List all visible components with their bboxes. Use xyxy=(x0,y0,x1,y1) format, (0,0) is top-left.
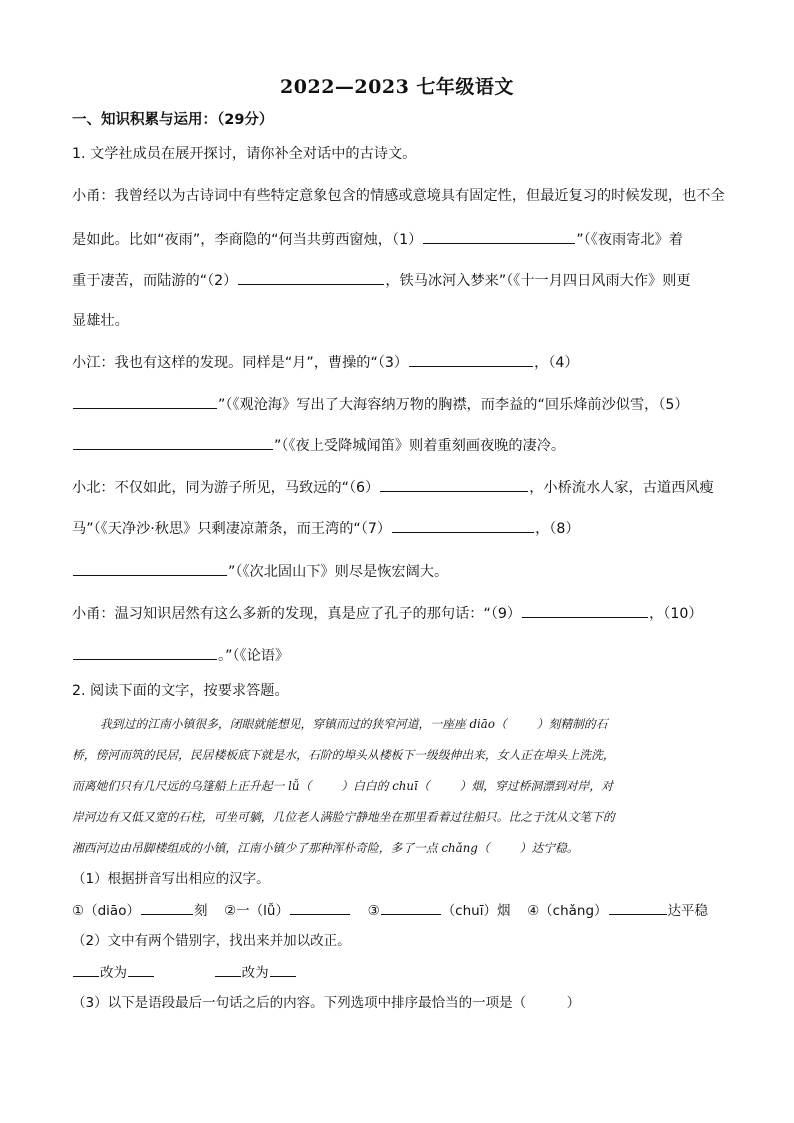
q1-line-6-text: ”（《观沧海》写出了大海容纳万物的胸襟，而李益的“回乐烽前沙似雪，（5） xyxy=(218,397,689,413)
typo-blank-1a[interactable] xyxy=(73,962,99,977)
q1-line-8-text-a: 小北：不仅如此，同为游子所见，马致远的“（6） xyxy=(72,480,380,496)
passage-line-3 xyxy=(72,776,722,796)
q1-line-4: 显雄壮。 xyxy=(72,313,129,329)
q2-sub-3: （3）以下是语段最后一句话之后的内容。下列选项中排序最恰当的一项是（ ） xyxy=(72,995,581,1011)
q1-line-2-text-a: 是如此。比如“夜雨”，李商隐的“何当共剪西窗烛，（1） xyxy=(72,232,423,248)
q1-line-11-text-a: 小甬：温习知识居然有这么多新的发现，真是应了孔子的那句话：“（9） xyxy=(72,606,522,622)
q1-line-3 xyxy=(72,270,691,291)
passage-line-5 xyxy=(72,838,722,858)
passage-line-5-text-b: ）达宁稳。 xyxy=(519,841,579,855)
pinyin-item-3-label: ③ xyxy=(367,903,380,919)
q1-line-6 xyxy=(72,394,689,415)
passage-line-5-text-a: 湘西河边由吊脚楼组成的小镇，江南小镇少了那种浑朴奇险，多了一点 chǎng（ xyxy=(72,841,490,855)
passage-line-3-text-b: ）白白的 chuī（ xyxy=(341,779,430,793)
q1-line-2 xyxy=(72,229,683,250)
q1-line-3-text-a: 重于凄苦，而陆游的“（2） xyxy=(72,273,238,289)
q1-line-11-text-b: ，（10） xyxy=(649,606,703,622)
pinyin-item-1-label: ①（diāo） xyxy=(72,903,140,919)
typo-blank-1b[interactable] xyxy=(128,962,154,977)
q1-intro: 1. 文学社成员在展开探讨，请你补全对话中的古诗文。 xyxy=(72,146,417,162)
typo-1-label: 改为 xyxy=(100,965,127,981)
answer-blank-9[interactable] xyxy=(522,603,648,618)
q1-line-8-text-b: ，小桥流水人家，古道西风瘦 xyxy=(529,480,714,496)
q1-line-2-text-b: ”（《夜雨寄北》着 xyxy=(576,232,683,248)
q1-line-9 xyxy=(72,518,580,539)
q1-line-12 xyxy=(72,645,289,666)
pinyin-blank-3[interactable] xyxy=(381,900,441,915)
answer-blank-3[interactable] xyxy=(409,352,533,367)
q1-line-12-text: 。”（《论语》 xyxy=(218,648,290,664)
q2-sub-1-answers xyxy=(72,900,708,921)
passage-line-3-text-c: ）烟，穿过桥洞漂到对岸，对 xyxy=(459,779,613,793)
passage-line-4: 岸河边有又低又宽的石柱，可坐可躺，几位老人满脸宁静地坐在那里看着过往船只。比之于沈从文笔下的 xyxy=(72,810,615,824)
answer-blank-6[interactable] xyxy=(380,477,528,492)
answer-blank-5[interactable] xyxy=(73,435,273,450)
answer-blank-1[interactable] xyxy=(423,229,575,244)
section-heading: 一、知识积累与运用：（29分） xyxy=(72,112,274,128)
q1-line-8 xyxy=(72,477,714,498)
answer-blank-4[interactable] xyxy=(73,394,217,409)
pinyin-item-3-suffix: （chuī）烟 xyxy=(441,903,511,919)
passage-line-1-text-b: ）刻精制的石 xyxy=(536,717,608,731)
pinyin-item-2-label: ②一（lǚ） xyxy=(224,903,289,919)
q1-line-7-text: ”（《夜上受降城闻笛》则着重刻画夜晚的凄冷。 xyxy=(274,438,566,454)
q1-line-5-text-b: ，（4） xyxy=(534,355,579,371)
pinyin-blank-2[interactable] xyxy=(290,900,350,915)
pinyin-item-4-suffix: 达平稳 xyxy=(667,903,709,919)
typo-2-label: 改为 xyxy=(241,965,269,981)
q1-line-9-text-a: 马”（《天净沙·秋思》只剩凄凉萧条，而王湾的“（7） xyxy=(72,521,392,537)
q1-line-10-text: ”（《次北固山下》则尽是恢宏阔大。 xyxy=(228,564,449,580)
pinyin-blank-1[interactable] xyxy=(141,900,193,915)
q2-sub-2: （2）文中有两个错别字，找出来并加以改正。 xyxy=(72,933,351,949)
q1-line-9-text-b: ，（8） xyxy=(535,521,580,537)
passage-line-1 xyxy=(100,714,750,734)
pinyin-item-4-label: ④（chǎng） xyxy=(527,903,608,919)
typo-blank-2a[interactable] xyxy=(215,962,241,977)
q1-line-1: 小甬：我曾经以为古诗词中有些特定意象包含的情感或意境具有固定性，但最近复习的时候发现，也不全 xyxy=(72,188,725,204)
q1-line-5 xyxy=(72,352,579,373)
q1-line-7 xyxy=(72,435,565,456)
answer-blank-10[interactable] xyxy=(73,645,217,660)
passage-line-1-text-a: 我到过的江南小镇很多，闭眼就能想见，穿镇而过的狭窄河道，一座座 diāo（ xyxy=(100,717,507,731)
pinyin-blank-4[interactable] xyxy=(609,900,667,915)
q2-sub-1: （1）根据拼音写出相应的汉字。 xyxy=(72,871,270,887)
typo-blank-2b[interactable] xyxy=(270,962,296,977)
q1-line-10 xyxy=(72,561,448,582)
page-title: 2022—2023 七年级语文 xyxy=(280,76,514,98)
q2-intro: 2. 阅读下面的文字，按要求答题。 xyxy=(72,683,289,699)
q1-line-11 xyxy=(72,603,703,624)
passage-line-2: 桥，傍河而筑的民居，民居楼板底下就是水，石阶的埠头从楼板下一级级伸出来，女人正在埠头上洗洗， xyxy=(72,748,615,762)
pinyin-item-1-suffix: 刻 xyxy=(193,903,208,919)
answer-blank-2[interactable] xyxy=(238,270,384,285)
passage-line-3-text-a: 而离她们只有几尺远的乌篷船上正升起一 lǚ（ xyxy=(72,779,312,793)
q1-line-5-text-a: 小江：我也有这样的发现。同样是“月”，曹操的“（3） xyxy=(72,355,409,371)
answer-blank-7[interactable] xyxy=(392,518,534,533)
q2-sub-2-answers xyxy=(72,962,297,983)
answer-blank-8[interactable] xyxy=(73,561,227,576)
q1-line-3-text-b: ，铁马冰河入梦来”（《十一月四日风雨大作》则更 xyxy=(385,273,691,289)
